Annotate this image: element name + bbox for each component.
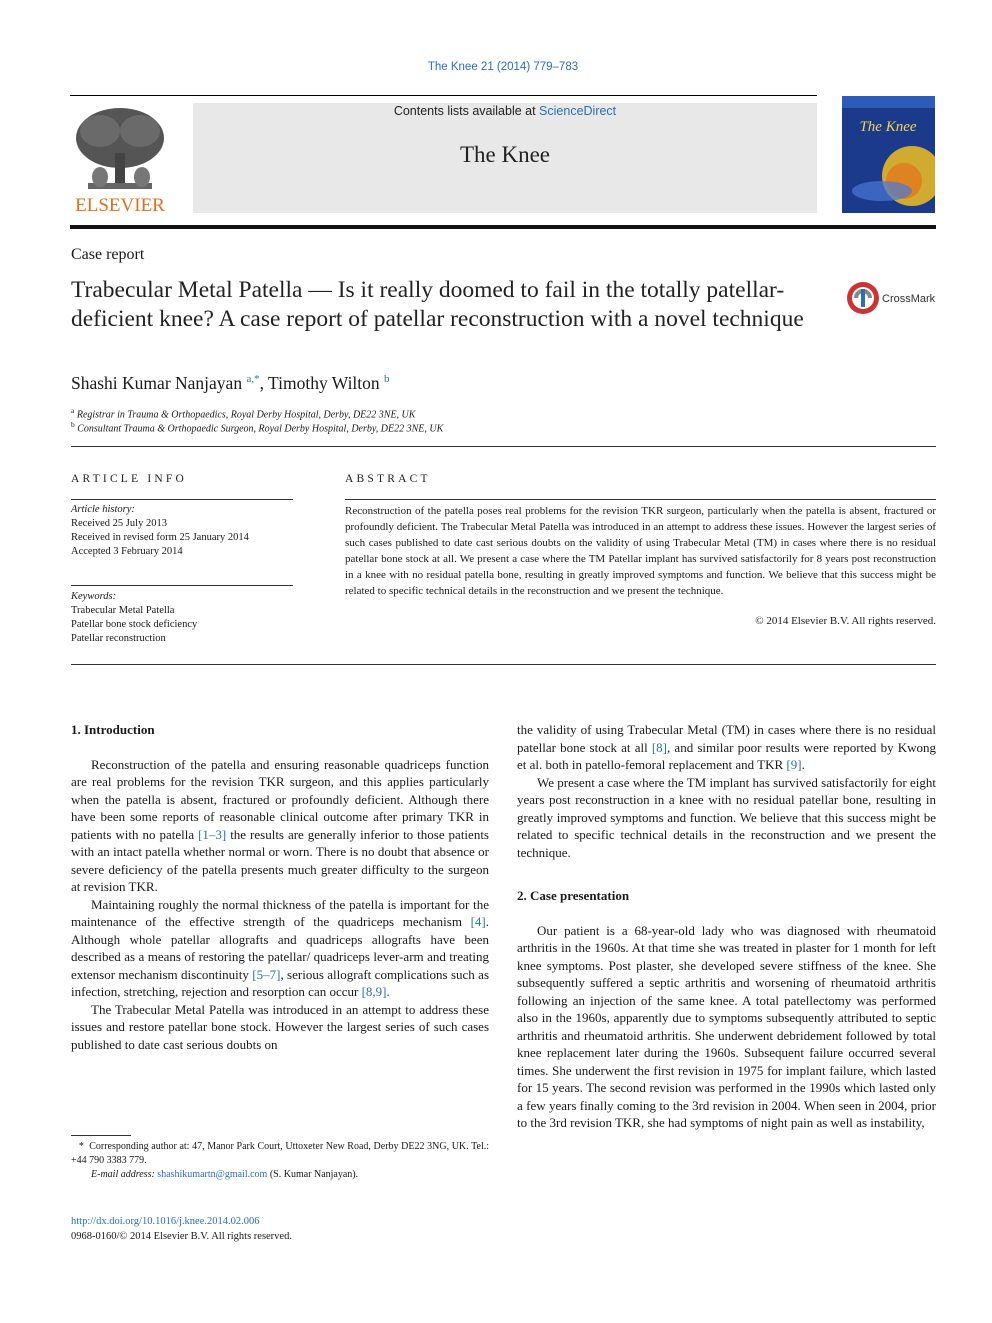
keyword-item: Patellar bone stock deficiency	[71, 619, 198, 630]
affiliation-a-text: Registrar in Trauma & Orthopaedics, Royal Derby Hospital, Derby, DE22 3NE, UK	[76, 409, 416, 421]
revised-date: Received in revised form 25 January 2014	[71, 532, 249, 543]
citation-link[interactable]: [8,9]	[361, 984, 387, 999]
received-date: Received 25 July 2013	[71, 518, 167, 529]
author-1-affiliation-marker[interactable]: a,*	[246, 373, 260, 386]
contents-line	[193, 104, 817, 118]
email-note	[91, 1168, 358, 1182]
abstract-copyright: © 2014 Elsevier B.V. All rights reserved.	[755, 615, 936, 627]
cover-title: The Knee	[859, 119, 917, 135]
abstract-heading: ABSTRACT	[345, 473, 431, 485]
right-p1-text-a: the validity of using Trabecular Metal (TM) in cases where there is no residual patellar bone stock at all	[517, 722, 936, 755]
left-column	[71, 721, 489, 1053]
issn-line: 0968-0160/© 2014 Elsevier B.V. All rights reserved.	[71, 1231, 292, 1242]
keyword-item: Trabecular Metal Patella	[71, 605, 175, 616]
email-label: E-mail address:	[91, 1169, 158, 1180]
article-info-rule	[71, 499, 293, 500]
author-2[interactable]: Timothy Wilton	[268, 373, 380, 393]
intro-p2-text-a: Maintaining roughly the normal thickness of the patella is important for the maintenance of the effective strength of the quadriceps mechanism	[71, 896, 489, 929]
header-rule	[70, 95, 817, 96]
right-p1-text-c: .	[801, 757, 805, 772]
corresponding-text: Corresponding author at: 47, Manor Park Court, Uttoxeter New Road, Derby DE22 3NG, UK. Tel.: +44 790 3383 779.	[71, 1141, 490, 1166]
sciencedirect-link[interactable]: ScienceDirect	[539, 104, 617, 118]
keywords-rule	[71, 585, 293, 586]
author-2-affiliation-marker[interactable]: b	[384, 373, 390, 386]
email-name: (S. Kumar Nanjayan).	[267, 1169, 359, 1180]
intro-p2-text-d: .	[386, 984, 390, 999]
case-paragraph-1: Our patient is a 68-year-old lady who was diagnosed with rheumatoid arthritis in the 1960s. At that time she was treated in plaster for 1 month for left knee symptoms. Post plaster, she developed severe stiffness of the knee. She subsequently suffered a septic arthritis and worsening of rheumatoid arthritis following an injection of the same knee. A total patellectomy was performed also in the 1960s, apparently due to symptoms subsequently attributed to septic arthritis and rheumatoid arthritis. She underwent debridement followed by total knee replacement later during the 1960s. Subsequent failure occurred several times. She underwent the first revision in 1975 for implant failure, which lasted for 15 years. The second revision was performed in the 1990s which lasted only a few years finally coming to the 3rd revision in 2004. When seen in 2004, prior to the 3rd revision TKR, she had symptoms of night pain as well as instability,	[517, 922, 936, 1130]
journal-title: The Knee	[459, 142, 551, 167]
corresponding-author-note	[71, 1140, 489, 1168]
intro-p1-text-b: the results are generally inferior to those patients with an intact patella whether normal or worn. There is no doubt that absence or severe deficiency of the patella presents much greater difficulty to the surgeon at revision TKR.	[71, 826, 489, 894]
right-column	[517, 721, 936, 1132]
abstract-divider	[71, 664, 936, 665]
intro-paragraph-1	[71, 756, 489, 896]
header-thick-rule	[70, 225, 936, 229]
introduction-heading: 1. Introduction	[71, 722, 155, 737]
article-title: Trabecular Metal Patella — Is it really doomed to fail in the totally patellar-deficient knee? A case report of patellar reconstruction with a novel technique	[71, 277, 804, 332]
article-history	[71, 503, 293, 559]
abstract-text: Reconstruction of the patella poses real problems for the revision TKR surgeon, particularly when the patella is absent, fractured or profoundly deficient. The Trabecular Metal Patella was introduced in an attempt to address these issues. However the largest series of such cases published to date cast serious doubts on the validity of using Trabecular Metal (TM) in cases where there is no residual patellar bone stock at all. We present a case where the TM Patellar implant has survived satisfactorily for 8 years post reconstruction in a knee with no residual patella bone, resulting in greatly improved symptoms and function. We believe that this success might be related to specific technical details in the reconstruction and we present the technique.	[345, 505, 936, 597]
case-presentation-heading: 2. Case presentation	[517, 888, 630, 903]
history-label: Article history:	[71, 504, 135, 515]
elsevier-wordmark: ELSEVIER	[75, 195, 165, 215]
contents-prefix: Contents lists available at	[393, 104, 540, 118]
citation-link[interactable]: [5–7]	[252, 966, 281, 982]
intro-paragraph-3-continued	[517, 721, 936, 774]
title-divider	[71, 446, 936, 447]
keywords-label: Keywords:	[71, 591, 117, 602]
citation-link[interactable]: [4]	[470, 914, 486, 929]
crossmark-badge[interactable]	[846, 281, 938, 315]
footnote-rule	[71, 1135, 131, 1136]
accepted-date: Accepted 3 February 2014	[71, 546, 183, 557]
intro-paragraph-2	[71, 896, 489, 1001]
affiliation-a-marker: a	[71, 406, 75, 415]
keyword-item: Patellar reconstruction	[71, 633, 166, 644]
journal-reference[interactable]: The Knee 21 (2014) 779–783	[427, 61, 579, 73]
affiliation-b	[71, 420, 443, 434]
journal-cover	[842, 96, 935, 213]
footnote-star: *	[78, 1141, 84, 1152]
author-1[interactable]: Shashi Kumar Nanjayan	[71, 373, 243, 393]
abstract-rule	[345, 499, 936, 500]
citation-link[interactable]: [1–3]	[198, 826, 227, 842]
article-info-heading: ARTICLE INFO	[71, 473, 187, 485]
affiliation-b-marker: b	[71, 420, 75, 429]
intro-p2-text-c: , serious allograft complications such as infection, stretching, rejection and resorption can occur	[71, 966, 490, 999]
email-link[interactable]: shashikumartn@gmail.com	[157, 1169, 268, 1180]
elsevier-logo	[70, 103, 170, 215]
intro-paragraph-4: We present a case where the TM implant has survived satisfactorily for eight years post reconstruction in a knee with no residual patellar bone, resulting in greatly improved symptoms and function. We believe that this success might be related to specific technical details in the reconstruction and we present the technique.	[517, 774, 936, 860]
intro-paragraph-3: The Trabecular Metal Patella was introduced in an attempt to address these issues and restore patellar bone stock. However the largest series of such cases published to date cast serious doubts on	[71, 1001, 489, 1052]
right-p1-text-b: , and similar poor results were reported by Kwong et al. both in patello-femoral replacement and TKR	[517, 739, 936, 772]
author-separator: ,	[259, 373, 269, 393]
article-type: Case report	[71, 246, 145, 263]
intro-p1-text-a: Reconstruction of the patella and ensuring reasonable quadriceps function are real problems for the revision TKR surgeon, and this applies particularly when the patella is absent, fractured or profoundly deficient. Although there have been some reports of reasonable clinical outcome after primary TKR in patients with no patella	[71, 756, 489, 842]
citation-link[interactable]: [9]	[786, 757, 802, 772]
author-list	[71, 373, 390, 394]
affiliation-b-text: Consultant Trauma & Orthopaedic Surgeon, Royal Derby Hospital, Derby, DE22 3NE, UK	[77, 423, 444, 435]
affiliation-a	[71, 406, 415, 420]
crossmark-label: CrossMark	[882, 293, 936, 305]
keywords-block	[71, 590, 293, 646]
intro-p2-text-b: . Although whole patellar allografts and quadriceps allografts have been described as a means of restoring the patellar/ quadriceps lever-arm and treating extensor mechanism discontinuity	[71, 914, 489, 982]
doi-link[interactable]: http://dx.doi.org/10.1016/j.knee.2014.02.006	[71, 1216, 260, 1227]
citation-link[interactable]: [8]	[651, 739, 668, 755]
